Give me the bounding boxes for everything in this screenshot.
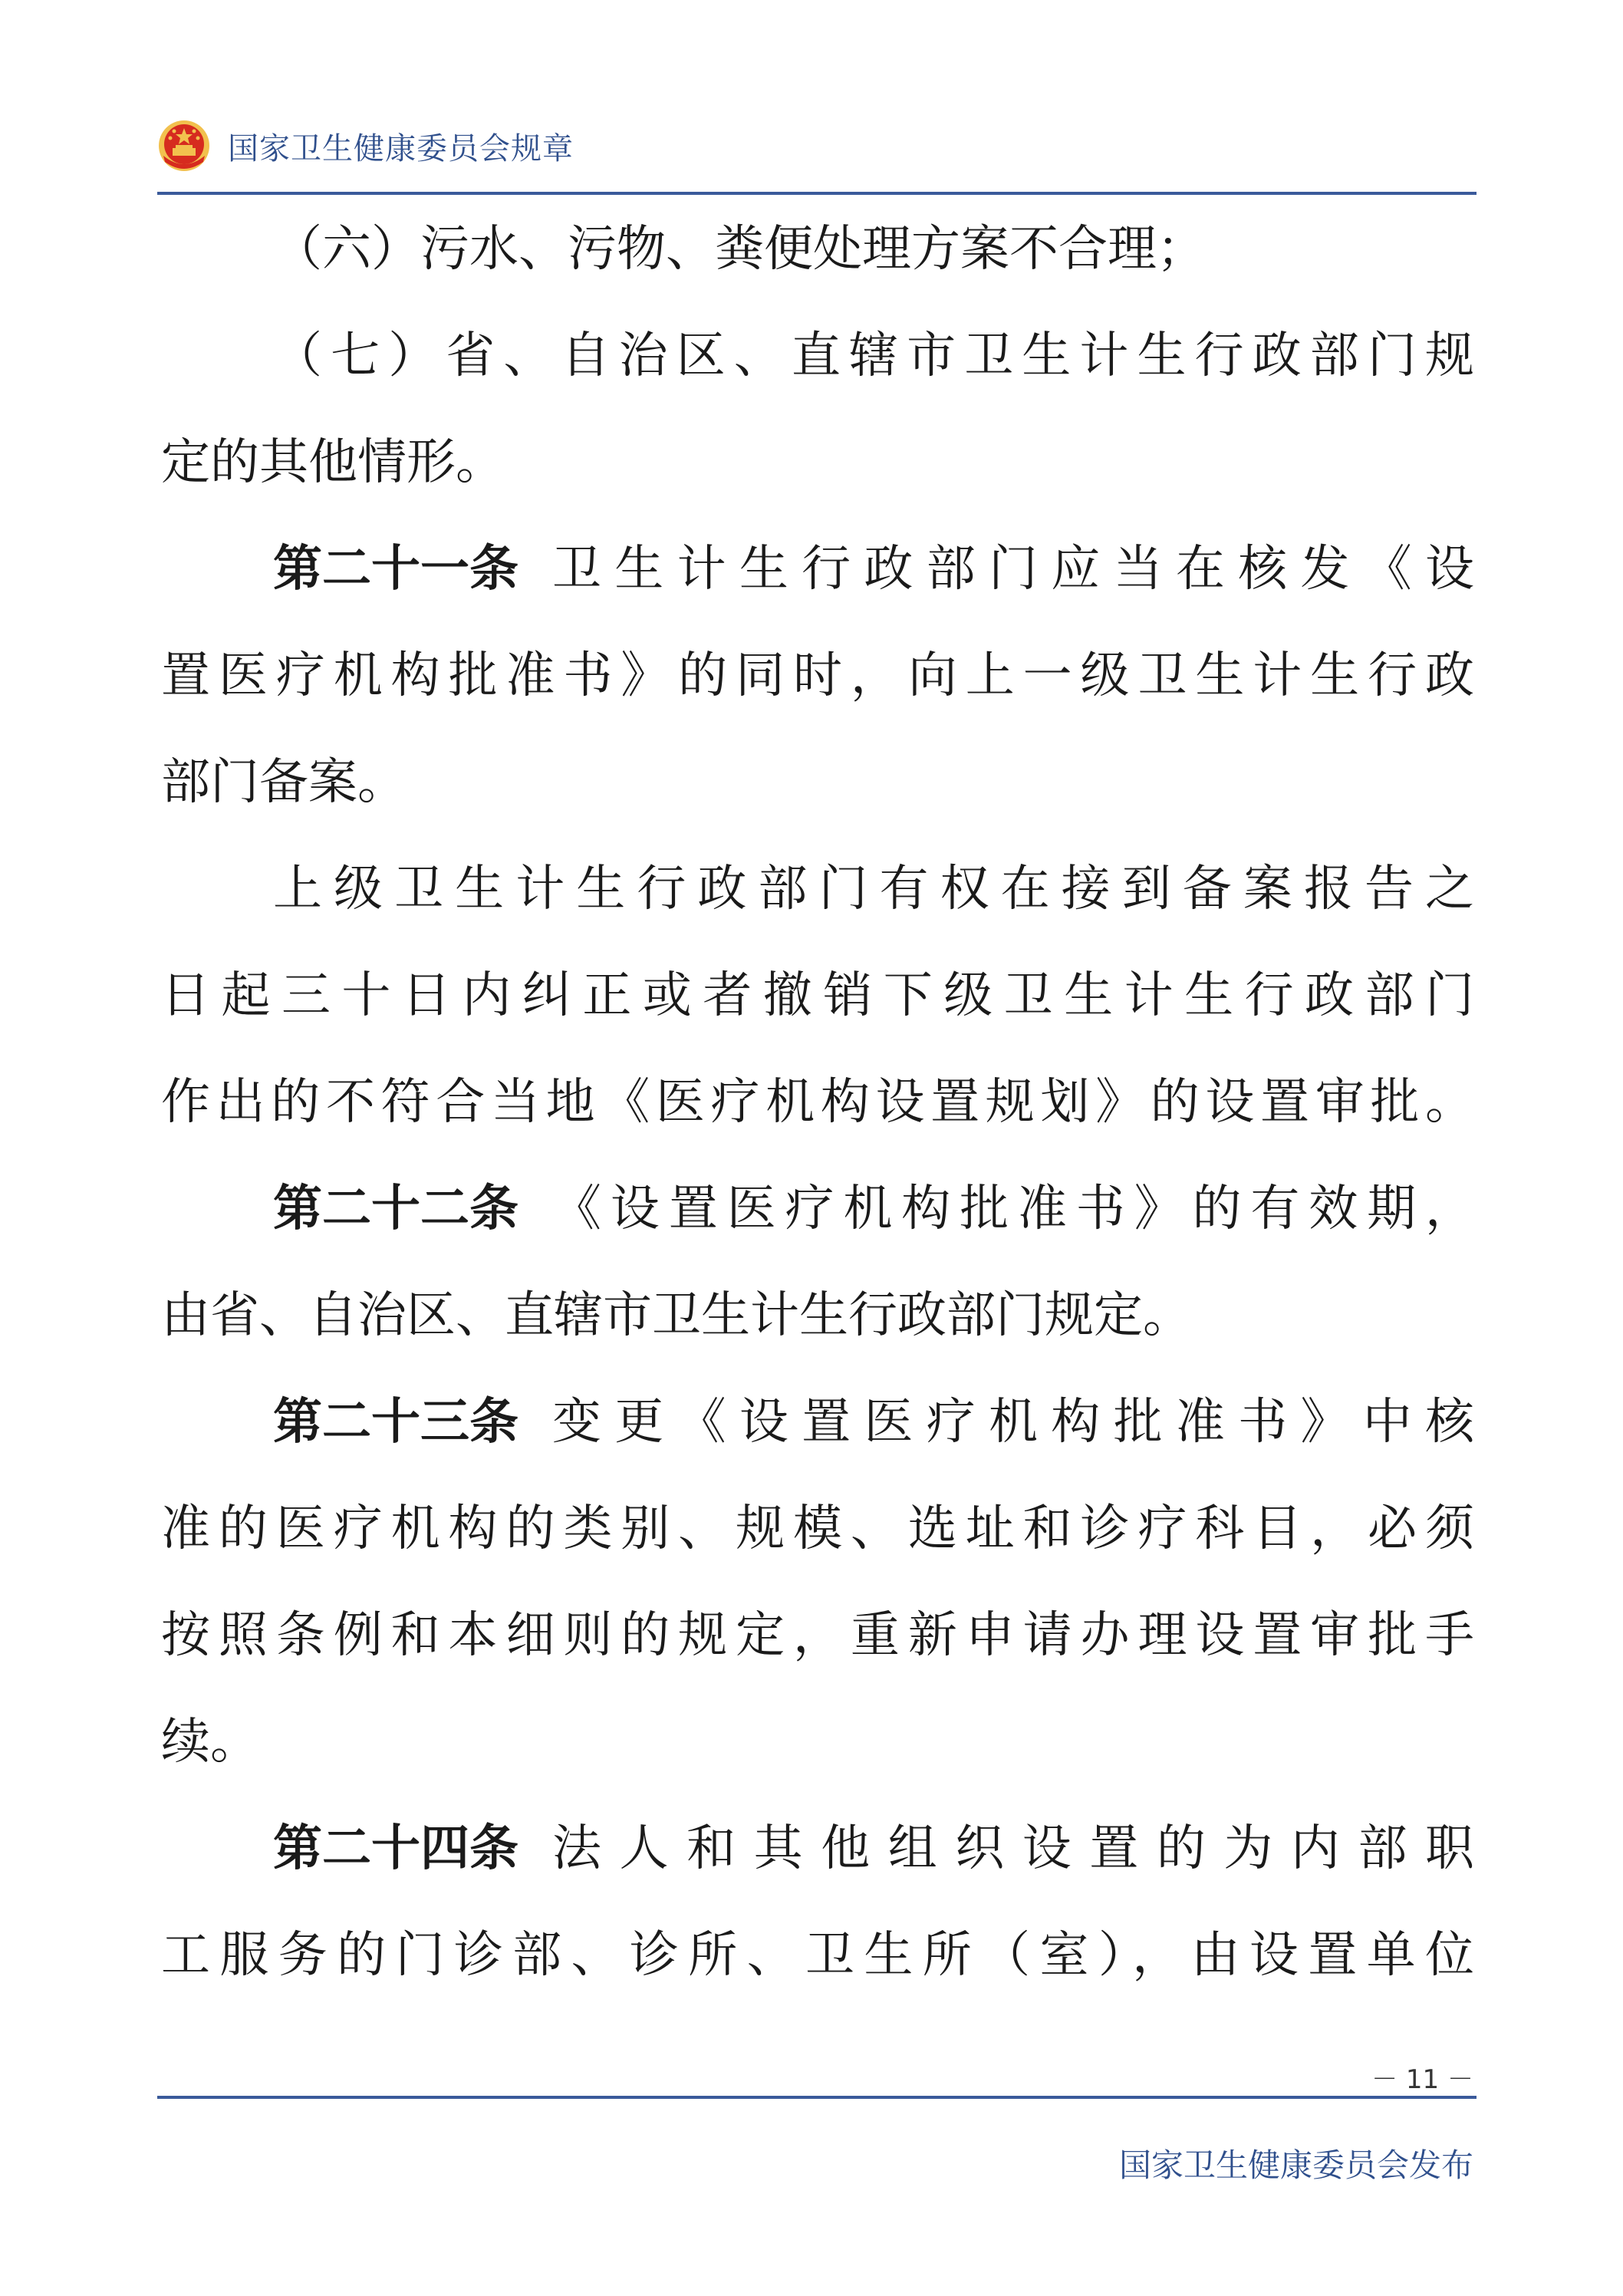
text-line (161, 754, 1474, 811)
line-text: 《设置医疗机构批准书》的有效期， (552, 1181, 1474, 1237)
line-text: 准的医疗机构的类别、规模、选址和诊疗科目，必须 (161, 1500, 1474, 1557)
line-text: 上级卫生计生行政部门有权在接到备案报告之 (273, 861, 1474, 917)
line-text: 定的其他情形。 (161, 434, 505, 491)
article-number: 第二十一条 (273, 541, 519, 598)
text-line (161, 434, 1474, 491)
line-text: 续。 (161, 1714, 259, 1771)
text-line (161, 1500, 1474, 1557)
text-line (161, 1607, 1474, 1664)
header-title: 国家卫生健康委员会规章 (228, 130, 574, 166)
line-text: 部门备案。 (161, 754, 407, 811)
line-text: 由省、自治区、直辖市卫生计生行政部门规定。 (161, 1287, 1192, 1344)
page-header (157, 115, 574, 176)
text-line (161, 1927, 1474, 1984)
line-text: 作出的不符合当地《医疗机构设置规划》的设置审批。 (161, 1074, 1474, 1131)
line-text: （七）省、自治区、直辖市卫生计生行政部门规 (273, 328, 1474, 384)
text-line (161, 1714, 1474, 1771)
line-text: 日起三十日内纠正或者撤销下级卫生计生行政部门 (161, 967, 1474, 1024)
text-line (161, 328, 1474, 384)
document-body (161, 221, 1474, 2037)
article-number: 第二十四条 (273, 1820, 519, 1877)
text-line (161, 1074, 1474, 1131)
page-number: － 11 － (1371, 2064, 1473, 2095)
footer-publisher: 国家卫生健康委员会发布 (1118, 2146, 1473, 2184)
article-line (161, 541, 1474, 598)
text-line (161, 967, 1474, 1024)
article-line (161, 1394, 1474, 1451)
header-divider (157, 192, 1477, 195)
line-text: （六）污水、污物、粪便处理方案不合理； (273, 221, 1206, 278)
line-text: 卫生计生行政部门应当在核发《设 (552, 541, 1474, 598)
article-line (161, 1181, 1474, 1237)
national-emblem-icon (157, 119, 211, 173)
article-line (161, 1820, 1474, 1877)
line-text: 变更《设置医疗机构批准书》中核 (552, 1394, 1474, 1451)
text-line (161, 1287, 1474, 1344)
text-line (161, 647, 1474, 704)
footer-divider (157, 2096, 1477, 2099)
text-line (161, 221, 1474, 278)
line-text: 置医疗机构批准书》的同时，向上一级卫生计生行政 (161, 647, 1474, 704)
article-number: 第二十二条 (273, 1181, 519, 1237)
line-text: 法人和其他组织设置的为内部职 (552, 1820, 1474, 1877)
article-number: 第二十三条 (273, 1394, 519, 1451)
line-text: 按照条例和本细则的规定，重新申请办理设置审批手 (161, 1607, 1474, 1664)
text-line (161, 861, 1474, 917)
line-text: 工服务的门诊部、诊所、卫生所（室），由设置单位 (161, 1927, 1474, 1984)
